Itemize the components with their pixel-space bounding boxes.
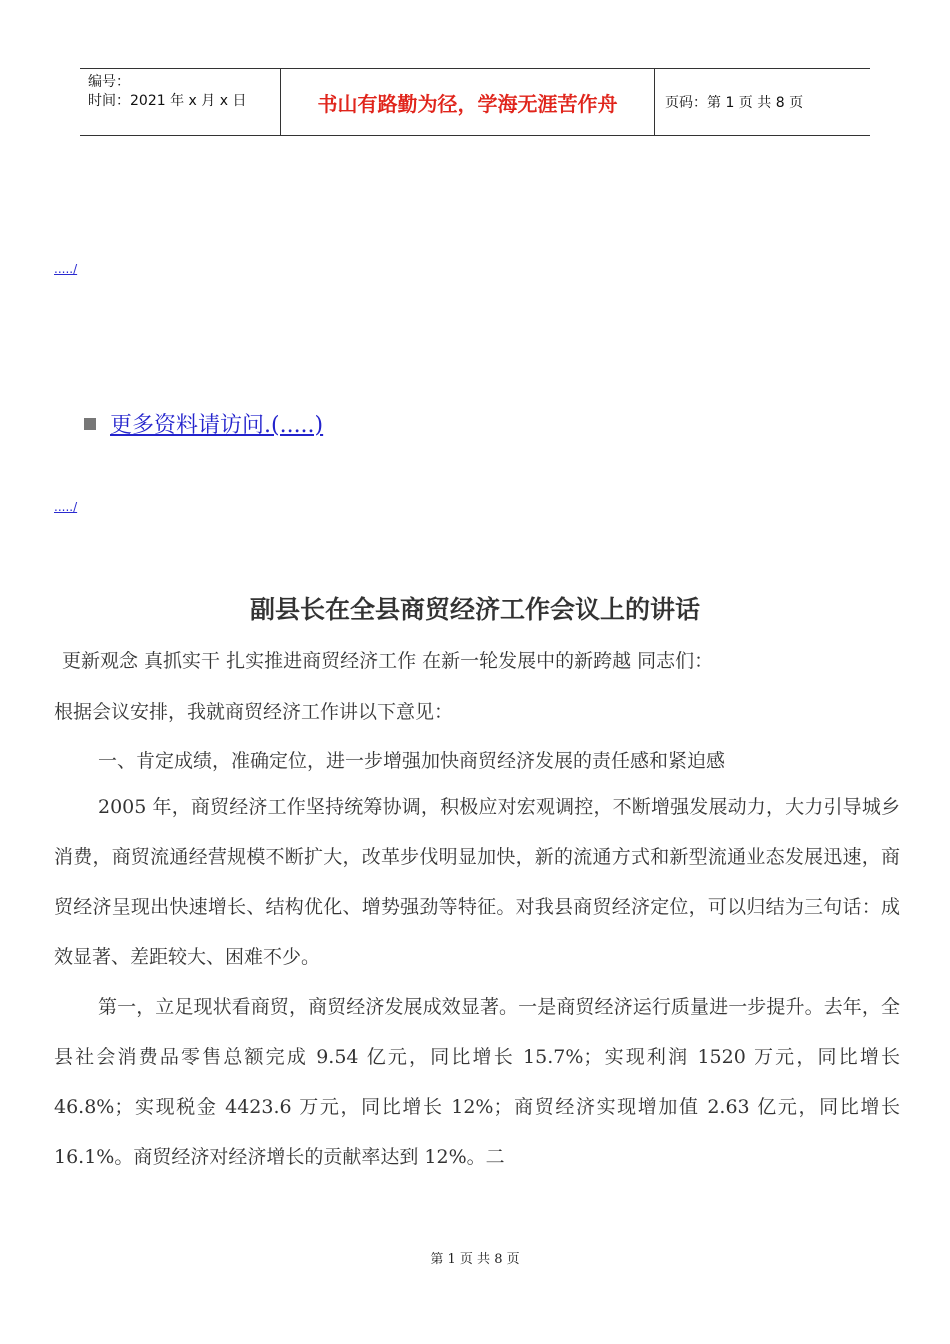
square-bullet-icon (84, 418, 96, 430)
header-page-cell (655, 69, 870, 135)
motto-text: 书山有路勤为径，学海无涯苦作舟 (317, 91, 618, 116)
subtitle-line: 更新观念 真抓实干 扎实推进商贸经济工作 在新一轮发展中的新跨越 同志们： (62, 650, 714, 672)
document-header-table (80, 68, 870, 136)
small-link-bottom[interactable]: ...../ (54, 500, 78, 514)
page-info: 页码：第 1 页 共 8 页 (665, 95, 804, 111)
more-resources-row (84, 408, 323, 439)
number-label: 编号： (88, 74, 130, 90)
page-footer: 第 1 页 共 8 页 (430, 1252, 520, 1267)
article-title: 副县长在全县商贸经济工作会议上的讲话 (249, 595, 700, 624)
header-meta-cell (80, 69, 280, 135)
small-link-top[interactable]: ...../ (54, 262, 78, 276)
more-resources-link[interactable]: 更多资料请访问.(.....) (110, 413, 324, 438)
intro-line: 根据会议安排，我就商贸经济工作讲以下意见： (54, 701, 454, 723)
header-motto-cell (280, 69, 655, 135)
section1-heading: 一、肯定成绩，准确定位，进一步增强加快商贸经济发展的责任感和紧迫感 (98, 750, 726, 772)
time-label: 时间：2021 年 x 月 x 日 (88, 93, 247, 109)
paragraph-1: 2005 年，商贸经济工作坚持统筹协调，积极应对宏观调控，不断增强发展动力，大力引导城乡消费，商贸流通经营规模不断扩大，改革步伐明显加快，新的流通方式和新型流通业态发展迅速，商贸经济呈现出快速增长、结构优化、增势强劲等特征。对我县商贸经济定位，可以归结为三句话：成效显著、差距较大、困难不少。 (54, 796, 900, 968)
paragraph-2: 第一，立足现状看商贸，商贸经济发展成效显著。一是商贸经济运行质量进一步提升。去年，全县社会消费品零售总额完成 9.54 亿元，同比增长 15.7%；实现利润 1520 万元，同比增长 46.8%；实现税金 4423.6 万元，同比增长 12%；商贸经济实现增加值 2.63 亿元，同比增长 16.1%。商贸经济对经济增长的贡献率达到 12%。二 (54, 996, 900, 1168)
